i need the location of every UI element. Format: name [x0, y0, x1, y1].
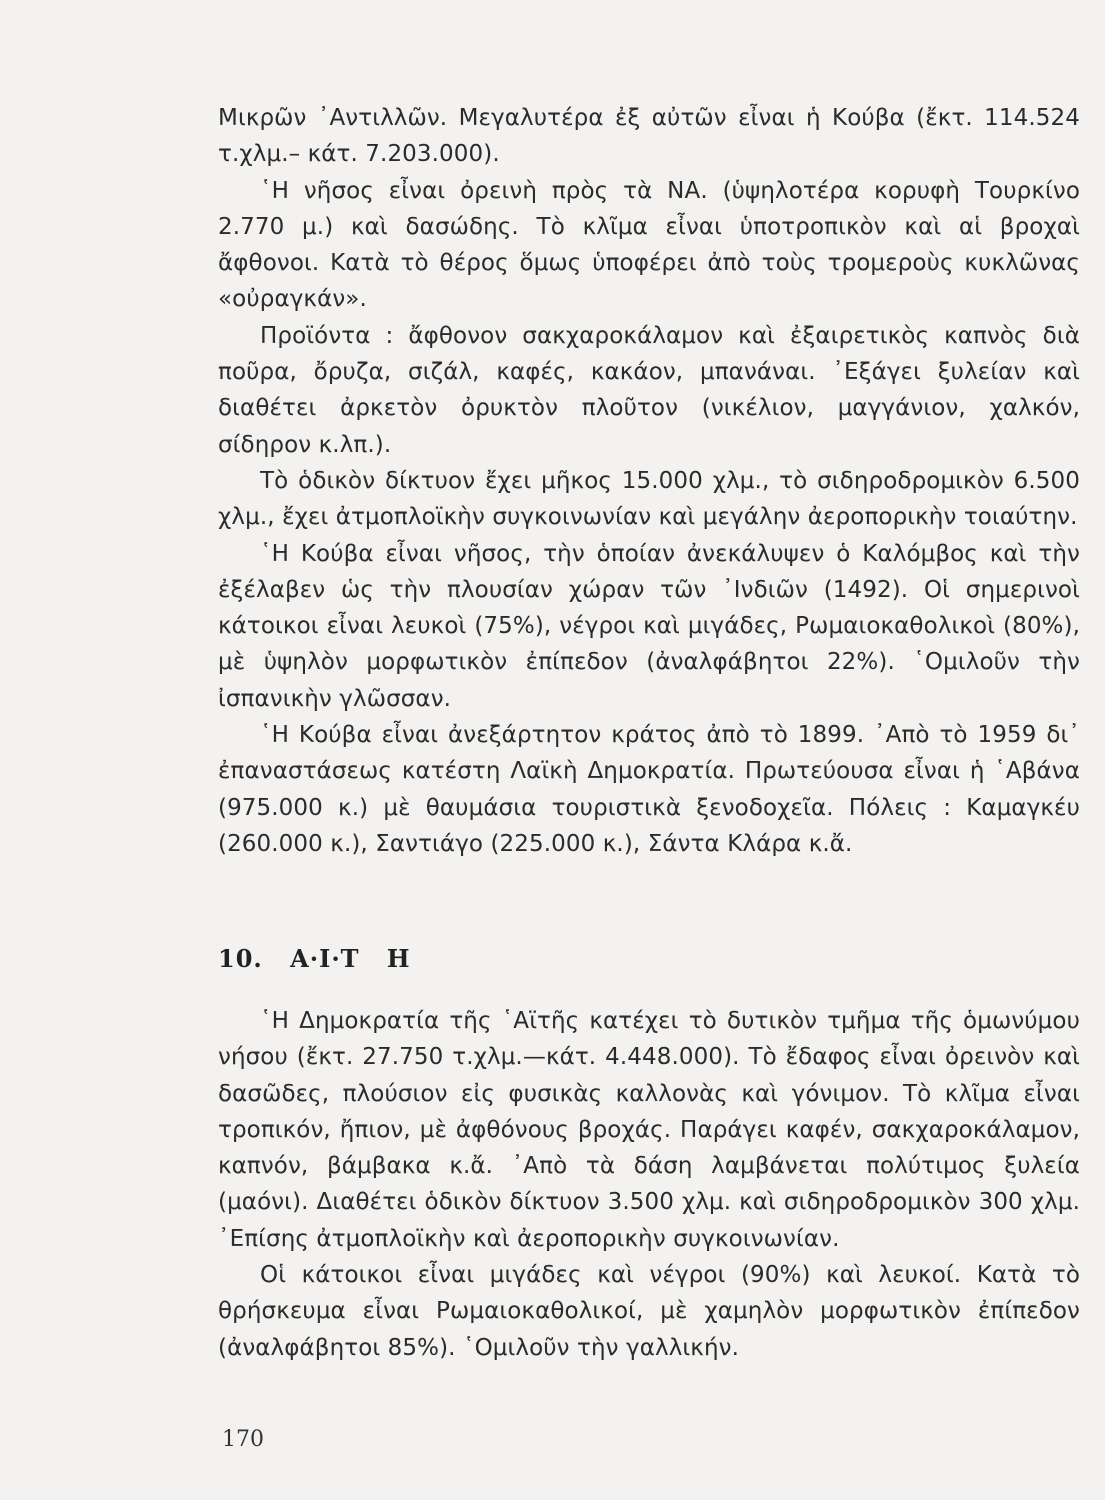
paragraph: Μικρῶν ᾿Αντιλλῶν. Μεγαλυτέρα ἐξ αὐτῶν εἶναι ἡ Κούβα (ἔκτ. 114.524 τ.χλμ.– κάτ. 7.203.000).	[218, 105, 1080, 168]
section-heading-haiti: 10. Α·Ι·Τ Η	[218, 944, 411, 973]
paragraph: Οἱ κάτοικοι εἶναι μιγάδες καὶ νέγροι (90%) καὶ λευκοί. Κατὰ τὸ θρήσκευμα εἶναι Ρωμαιοκαθολικοί, μὲ χαμηλὸν μορφωτικὸν ἐπίπεδον (ἀναλφάβητοι 85%). ῾Ομιλοῦν τὴν γαλλικήν.	[218, 1262, 1080, 1361]
paragraph: ῾Η Κούβα εἶναι νῆσος, τὴν ὁποίαν ἀνεκάλυψεν ὁ Καλόμβος καὶ τὴν ἐξέλαβεν ὡς τὴν πλουσίαν χώραν τῶν ᾿Ινδιῶν (1492). Οἱ σημερινοὶ κάτοικοι εἶναι λευκοὶ (75%), νέγροι καὶ μιγάδες, Ρωμαιοκαθολικοὶ (80%), μὲ ὑψηλὸν μορφωτικὸν ἐπίπεδον (ἀναλφάβητοι 22%). ῾Ομιλοῦν τὴν ἰσπανικὴν γλῶσσαν.	[218, 540, 1080, 712]
paragraph: Τὸ ὁδικὸν δίκτυον ἔχει μῆκος 15.000 χλμ., τὸ σιδηροδρομικὸν 6.500 χλμ., ἔχει ἀτμοπλοϊκὴν συγκοινωνίαν καὶ μεγάλην ἀεροπορικὴν τοιαύτην.	[218, 467, 1080, 531]
paragraph: Προϊόντα : ἄφθονον σακχαροκάλαμον καὶ ἐξαιρετικὸς καπνὸς διὰ ποῦρα, ὄρυζα, σιζάλ, καφές, κακάον, μπανάναι. ᾿Εξάγει ξυλείαν καὶ διαθέτει ἀρκετὸν ὀρυκτὸν πλοῦτον (νικέλιον, μαγγάνιον, χαλκόν, σίδηρον κ.λπ.).	[218, 322, 1080, 458]
paragraph: ῾Η νῆσος εἶναι ὀρεινὴ πρὸς τὰ ΝΑ. (ὑψηλοτέρα κορυφὴ Τουρκίνο 2.770 μ.) καὶ δασώδης. Τὸ κλῖμα εἶναι ὑποτροπικὸν καὶ αἱ βροχαὶ ἄφθονοι. Κατὰ τὸ θέρος ὅμως ὑποφέρει ἀπὸ τοὺς τρομεροὺς κυκλῶνας «οὐραγκάν».	[218, 177, 1080, 313]
paragraph: ῾Η Κούβα εἶναι ἀνεξάρτητον κράτος ἀπὸ τὸ 1899. ᾿Απὸ τὸ 1959 δι᾿ ἐπαναστάσεως κατέστη Λαϊκὴ Δημοκρατία. Πρωτεύουσα εἶναι ἡ ῾Αβάνα (975.000 κ.) μὲ θαυμάσια τουριστικὰ ξενοδοχεῖα. Πόλεις : Καμαγκέυ (260.000 κ.), Σαντιάγο (225.000 κ.), Σάντα Κλάρα κ.ἄ.	[218, 722, 1080, 857]
section-kouba-text	[218, 100, 1080, 862]
page-number: 170	[222, 1427, 264, 1452]
paragraph: ῾Η Δημοκρατία τῆς ῾Αϊτῆς κατέχει τὸ δυτικὸν τμῆμα τῆς ὁμωνύμου νήσου (ἔκτ. 27.750 τ.χλμ.—κάτ. 4.448.000). Τὸ ἔδαφος εἶναι ὀρεινὸν καὶ δασῶδες, πλούσιον εἰς φυσικὰς καλλονὰς καὶ γόνιμον. Τὸ κλῖμα εἶναι τροπικόν, ἤπιον, μὲ ἀφθόνους βροχάς. Παράγει καφέν, σακχαροκάλαμον, καπνόν, βάμβακα κ.ἄ. ᾿Απὸ τὰ δάση λαμβάνεται πολύτιμος ξυλεία (μαόνι). Διαθέτει ὁδικὸν δίκτυον 3.500 χλμ. καὶ σιδηροδρομικὸν 300 χλμ. ᾿Επίσης ἀτμοπλοϊκὴν καὶ ἀεροπορικὴν συγκοινωνίαν.	[218, 1008, 1080, 1252]
section-haiti-text	[218, 1003, 1080, 1366]
